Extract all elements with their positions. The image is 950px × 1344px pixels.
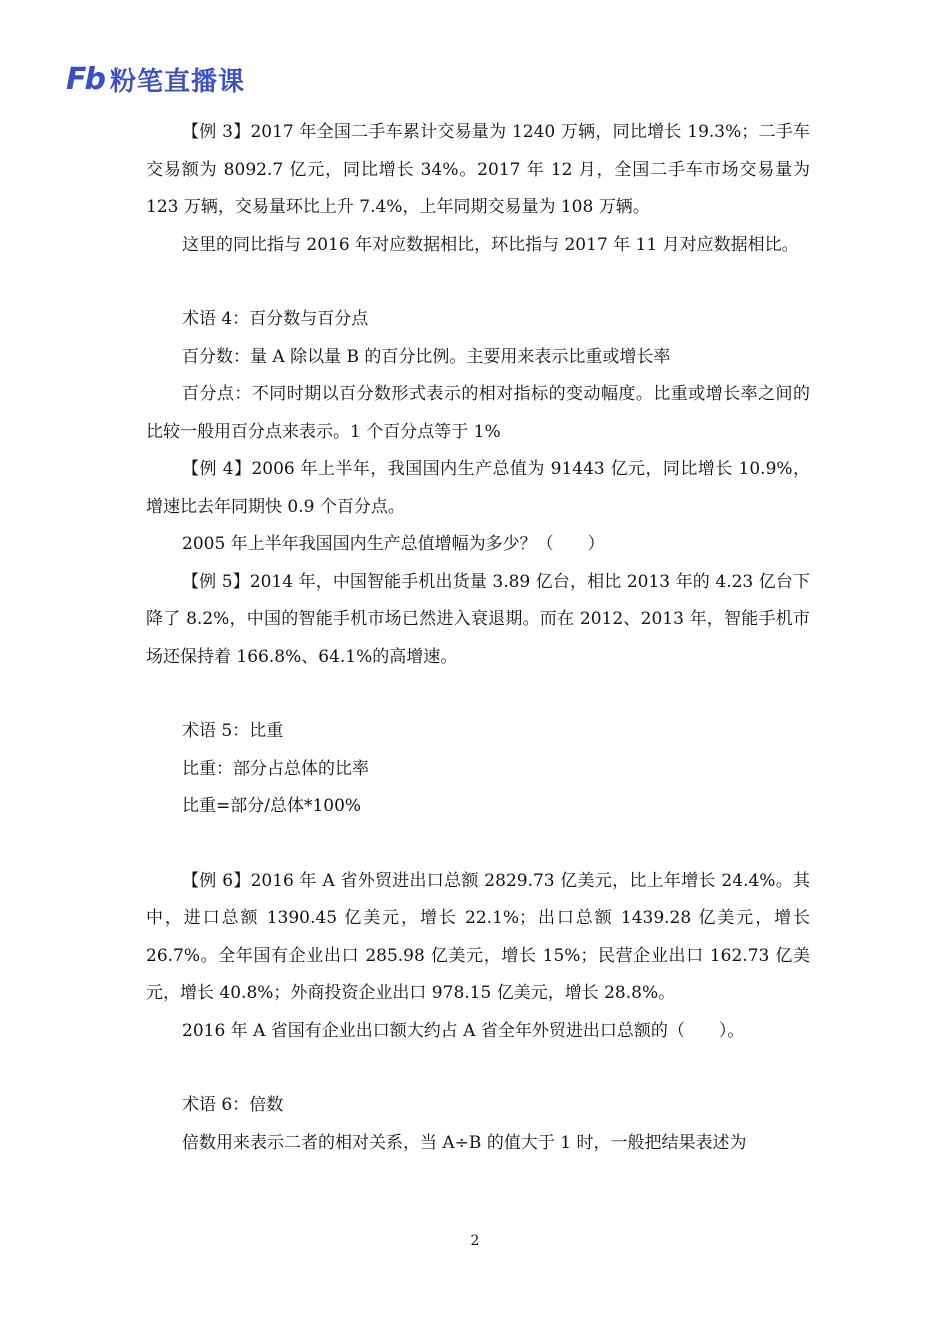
example-4-question: 2005 年上半年我国国内生产总值增幅为多少？（ ） <box>182 534 605 554</box>
brand-logo <box>66 62 245 96</box>
page-number: 2 <box>470 1233 480 1249</box>
term-6-heading: 术语 6：倍数 <box>182 1095 284 1115</box>
term-5-heading: 术语 5：比重 <box>182 721 284 741</box>
fb-logo-icon: Fb <box>66 61 104 97</box>
proportion-formula: 比重=部分/总体*100% <box>182 796 362 816</box>
percentage-point-definition: 百分点：不同时期以百分数形式表示的相对指标的变动幅度。比重或增长率之间的比较一般用百分点来表示。1 个百分点等于 1% <box>146 384 810 442</box>
example-3-text: 【例 3】2017 年全国二手车累计交易量为 1240 万辆，同比增长 19.3%；二手车交易额为 8092.7 亿元，同比增长 34%。2017 年 12 月，全国二手车市场交易量为 123 万辆，交易量环比上升 7.4%，上年同期交易量为 108 万辆。 <box>146 122 810 217</box>
term-4-heading: 术语 4：百分数与百分点 <box>182 309 369 329</box>
percentage-definition: 百分数：量 A 除以量 B 的百分比例。主要用来表示比重或增长率 <box>182 346 671 367</box>
multiple-definition: 倍数用来表示二者的相对关系，当 A÷B 的值大于 1 时，一般把结果表述为 <box>182 1132 747 1153</box>
example-6-text: 【例 6】2016 年 A 省外贸进出口总额 2829.73 亿美元，比上年增长 24.4%。其中，进口总额 1390.45 亿美元，增长 22.1%；出口总额 1439.28 亿美元，增长 26.7%。全年国有企业出口 285.98 亿美元，增长 15%；民营企业出口 162.73 亿美元，增长 40.8%；外商投资企业出口 978.15 亿美元，增长 28.8%。 <box>146 870 810 1003</box>
example-5-text: 【例 5】2014 年，中国智能手机出货量 3.89 亿台，相比 2013 年的 4.23 亿台下降了 8.2%，中国的智能手机市场已然进入衰退期。而在 2012、2013 年，智能手机市场还保持着 166.8%、64.1%的高增速。 <box>146 571 810 667</box>
brand-name: 粉笔直播课 <box>109 66 245 97</box>
example-4-text: 【例 4】2006 年上半年，我国国内生产总值为 91443 亿元，同比增长 10.9%，增速比去年同期快 0.9 个百分点。 <box>146 459 810 517</box>
proportion-definition: 比重：部分占总体的比率 <box>182 758 369 779</box>
example-3-note: 这里的同比指与 2016 年对应数据相比，环比指与 2017 年 11 月对应数据相比。 <box>182 234 799 255</box>
document-body <box>146 114 810 1162</box>
example-6-question: 2016 年 A 省国有企业出口额大约占 A 省全年外贸进出口总额的（ ）。 <box>182 1020 745 1041</box>
